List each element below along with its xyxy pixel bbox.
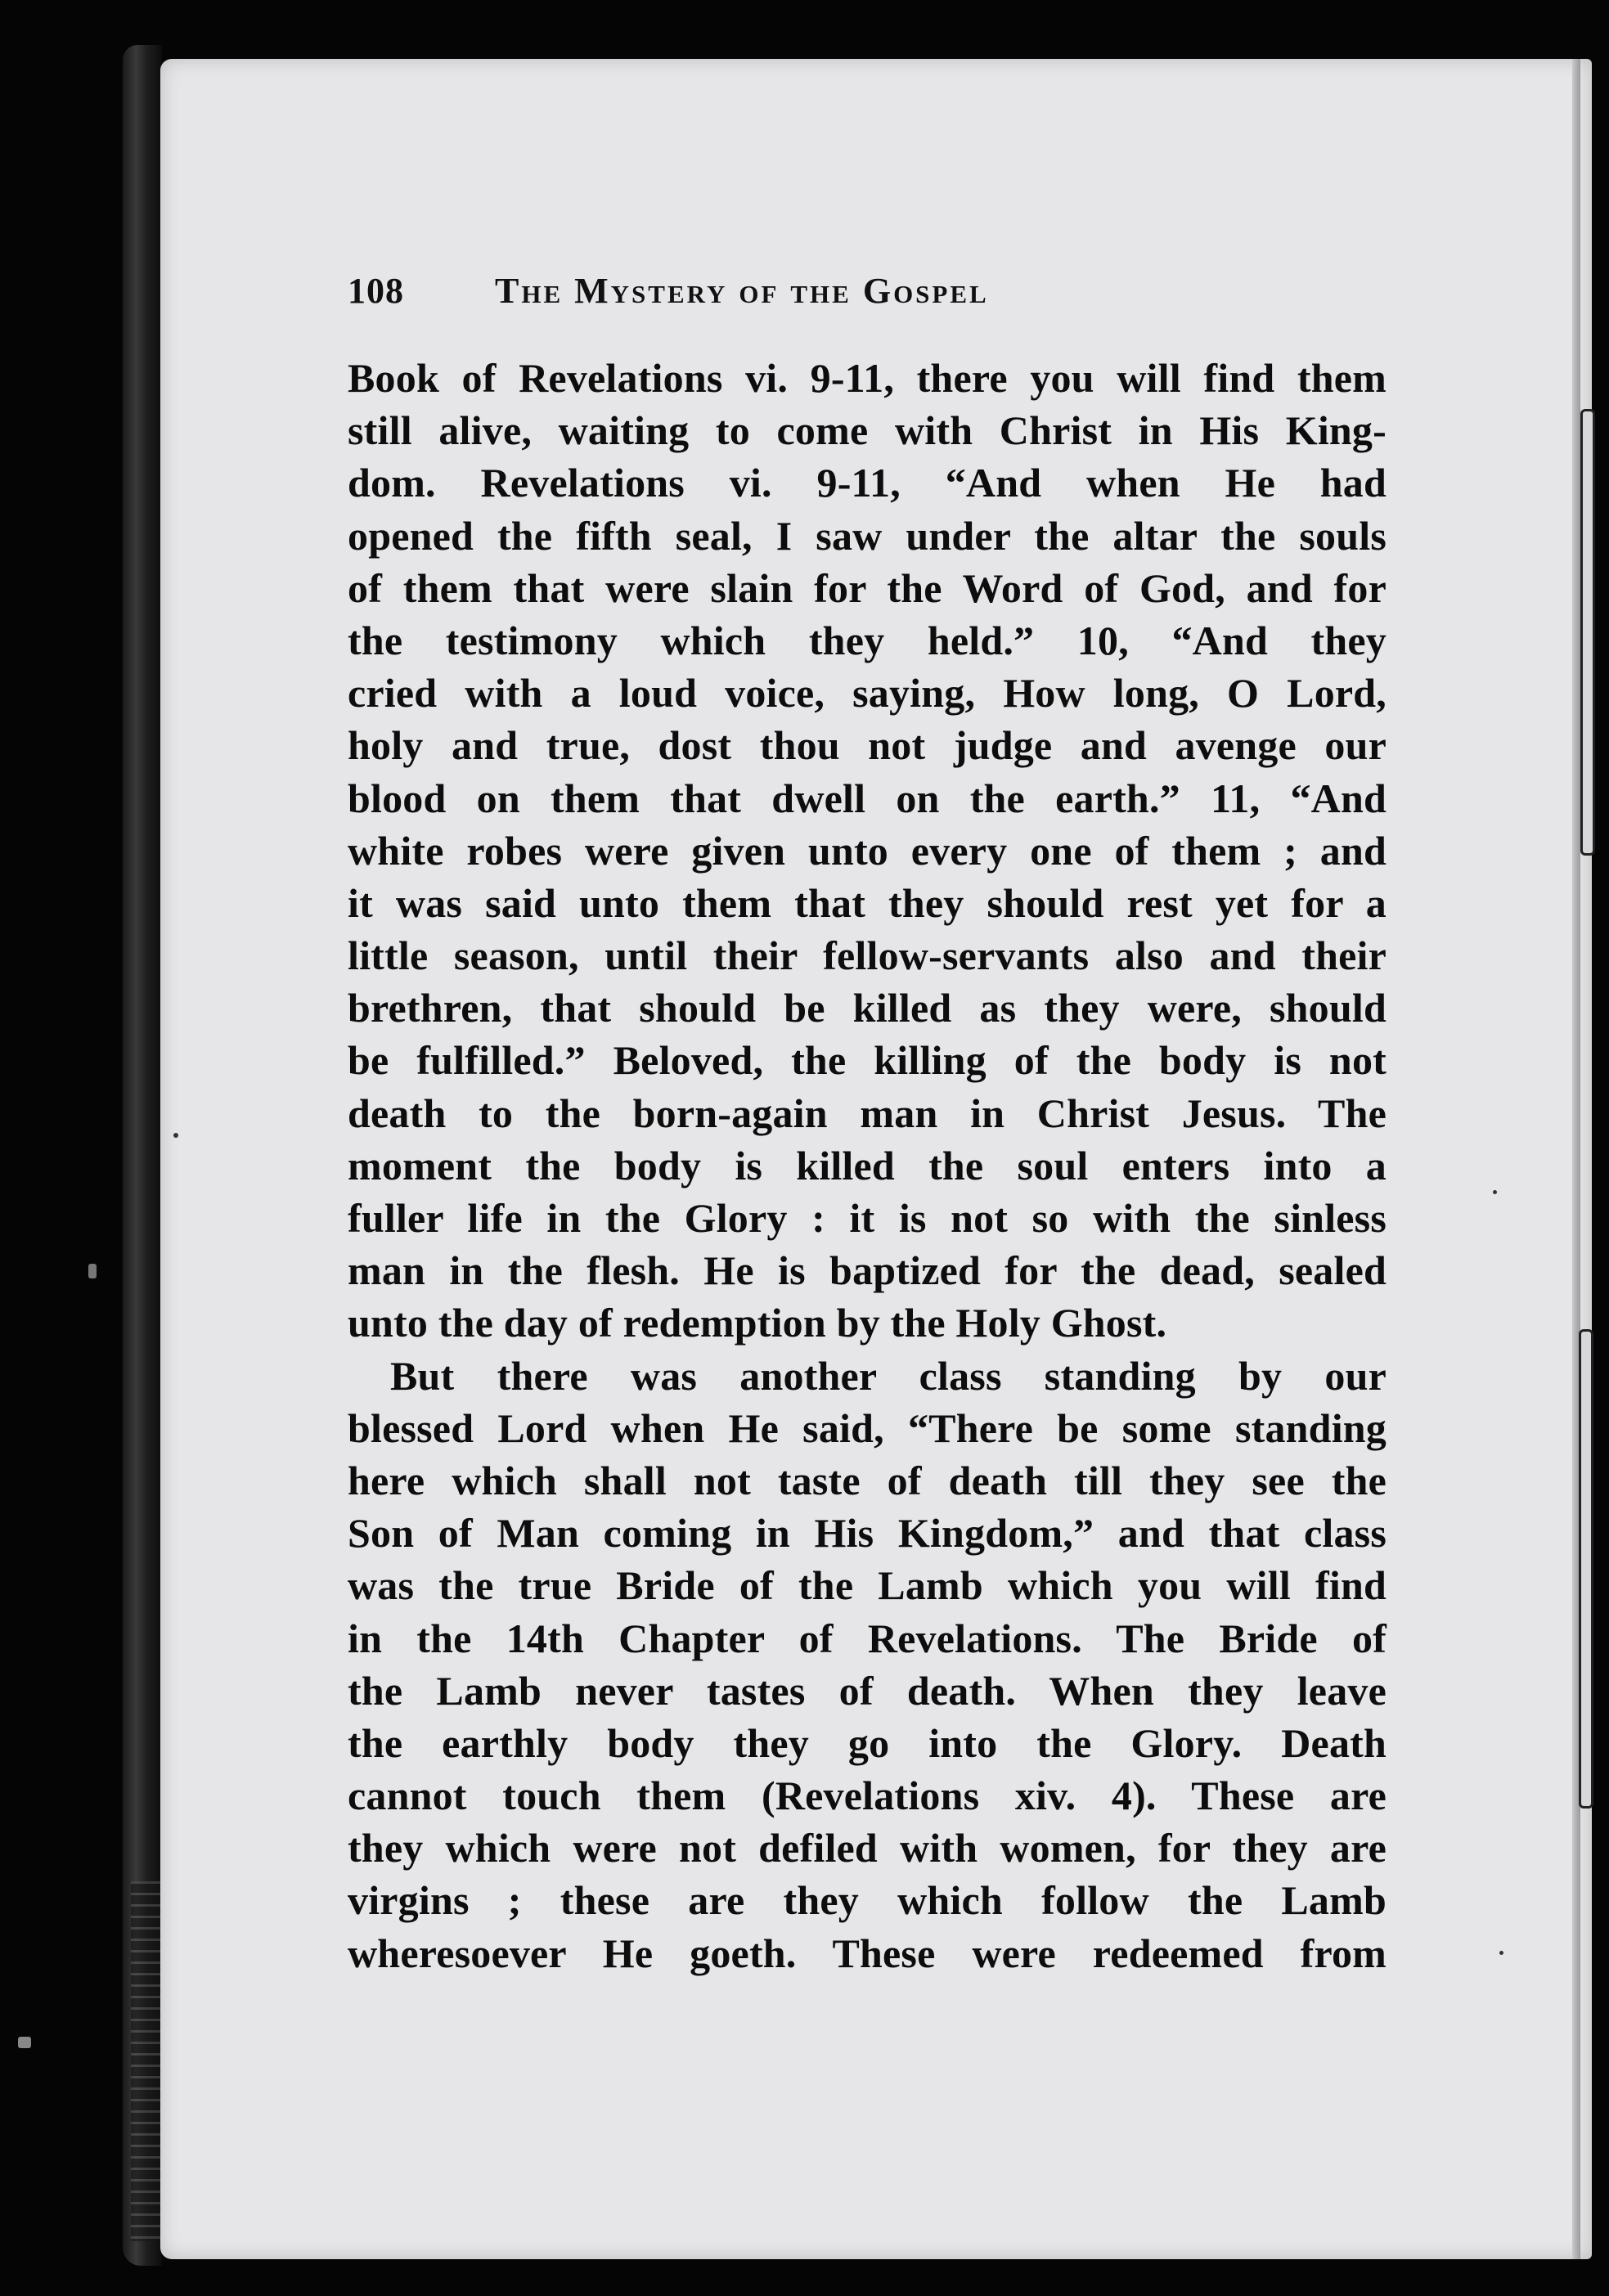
paragraph-start-line: But there was another class standing by our xyxy=(390,1352,1387,1399)
text-line: virgins ; these are they which follow the Lamb xyxy=(348,1877,1387,1924)
text-line: the testimony which they held.” 10, “And they xyxy=(348,617,1387,663)
text-line: unto the day of redemption by the Holy Ghost. xyxy=(348,1300,1167,1346)
text-line: white robes were given unto every one of them ; and xyxy=(348,827,1387,874)
scan-speck xyxy=(1499,1951,1503,1955)
binding-mark-upper xyxy=(1580,409,1595,856)
binding-mark-lower xyxy=(1579,1329,1593,1808)
text-line: wheresoever He goeth. These were redeemed from xyxy=(348,1930,1387,1976)
text-line: in the 14th Chapter of Revelations. The Bride of xyxy=(348,1615,1387,1661)
text-line: Son of Man coming in His Kingdom,” and that class xyxy=(348,1510,1387,1557)
text-line: cannot touch them (Revelations xiv. 4). These are xyxy=(348,1773,1387,1819)
text-line: of them that were slain for the Word of God, and for xyxy=(348,564,1387,611)
text-line: blood on them that dwell on the earth.” 11, “And xyxy=(348,775,1387,821)
text-line: moment the body is killed the soul enters into a xyxy=(348,1142,1387,1188)
text-line: it was said unto them that they should rest yet for a xyxy=(348,879,1387,926)
text-line: they which were not defiled with women, for they are xyxy=(348,1825,1387,1871)
scan-speck xyxy=(1493,1190,1497,1194)
text-line: here which shall not taste of death till they see the xyxy=(348,1457,1387,1503)
text-line: be fulfilled.” Beloved, the killing of the body is not xyxy=(348,1037,1387,1084)
running-title: The Mystery of the Gospel xyxy=(495,271,989,311)
text-line: Book of Revelations vi. 9-11, there you will find them xyxy=(348,355,1387,401)
body-text xyxy=(348,352,1387,1979)
text-line: was the true Bride of the Lamb which you will find xyxy=(348,1562,1387,1609)
scan-speck xyxy=(88,1264,97,1278)
running-head xyxy=(348,270,1378,319)
text-line: dom. Revelations vi. 9-11, “And when He had xyxy=(348,460,1387,506)
page-number: 108 xyxy=(348,271,404,311)
text-line: blessed Lord when He said, “There be some standing xyxy=(348,1404,1387,1451)
text-line: opened the fifth seal, I saw under the altar the souls xyxy=(348,512,1387,559)
page-right-edge xyxy=(1572,59,1580,2259)
text-line: brethren, that should be killed as they were, should xyxy=(348,985,1387,1031)
text-line: still alive, waiting to come with Christ in His King- xyxy=(348,407,1387,454)
text-line: the Lamb never tastes of death. When they leave xyxy=(348,1667,1387,1714)
text-line: little season, until their fellow-servants also and their xyxy=(348,932,1387,979)
scan-speck xyxy=(18,2037,31,2048)
text-line: holy and true, dost thou not judge and avenge our xyxy=(348,722,1387,769)
scan-speck xyxy=(173,1133,178,1138)
page-edges-stack xyxy=(131,1881,164,2241)
text-line: fuller life in the Glory : it is not so with the sinless xyxy=(348,1195,1387,1241)
text-line: cried with a loud voice, saying, How long, O Lord, xyxy=(348,670,1387,717)
text-line: the earthly body they go into the Glory. Death xyxy=(348,1719,1387,1766)
text-line: man in the flesh. He is baptized for the dead, sealed xyxy=(348,1247,1387,1294)
text-line: death to the born-again man in Christ Jesus. The xyxy=(348,1090,1387,1136)
